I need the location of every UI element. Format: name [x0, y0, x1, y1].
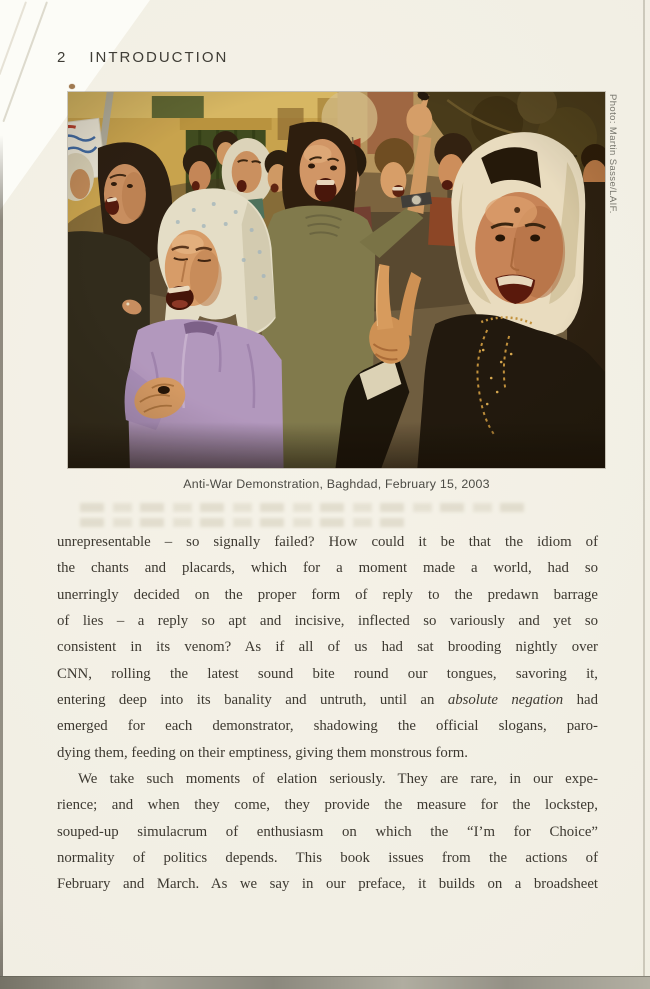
- body-line: rience; and when they come, they provide the measure for the lockstep,: [57, 797, 598, 814]
- demonstration-photo-illustration: [68, 92, 605, 468]
- chapter-title: INTRODUCTION: [89, 49, 229, 66]
- body-line: entering deep into its banality and untruth, until an absolute negation had: [57, 692, 598, 709]
- scan-edge-right: [643, 0, 645, 989]
- body-line: the chants and placards, which for a moment made a world, had so: [57, 560, 598, 577]
- body-line: consistent in its venom? As if all of us had sat brooding nightly over: [57, 639, 598, 656]
- body-line: of lies – a reply so apt and incisive, inflected so variously and yet so: [57, 613, 598, 630]
- body-text: [57, 529, 598, 898]
- demonstration-photo: [68, 92, 605, 468]
- photo-caption: Anti-War Demonstration, Baghdad, February 15, 2003: [183, 477, 490, 491]
- body-line: unerringly decided on the proper form of reply to the predawn barrage: [57, 586, 598, 603]
- page-header: [57, 49, 228, 66]
- page-showthrough: [80, 518, 410, 527]
- body-line: unrepresentable – so signally failed? How could it be that the idiom of: [57, 534, 598, 550]
- page-showthrough: [80, 503, 530, 512]
- body-line: souped-up simulacrum of enthusiasm on which the “I’m for Choice”: [57, 823, 598, 840]
- scan-edge-bottom: [0, 976, 650, 989]
- paper-speck: [69, 84, 75, 89]
- photo-credit: Photo: Martin Sasse/LAIF.: [607, 94, 618, 214]
- page-number: 2: [57, 49, 66, 66]
- body-line: emerged for each demonstrator, shadowing the official slogans, paro-: [57, 718, 598, 735]
- body-line: We take such moments of elation seriously. They are rare, in our expe-: [78, 771, 598, 788]
- body-line: normality of politics depends. This book issues from the actions of: [57, 850, 598, 867]
- body-line: February and March. As we say in our preface, it builds on a broadsheet: [57, 876, 598, 893]
- body-line: dying them, feeding on their emptiness, giving them monstrous form.: [57, 744, 468, 761]
- body-line: CNN, rolling the latest sound bite round our tongues, savoring it,: [57, 665, 598, 682]
- scan-edge-left: [0, 135, 3, 989]
